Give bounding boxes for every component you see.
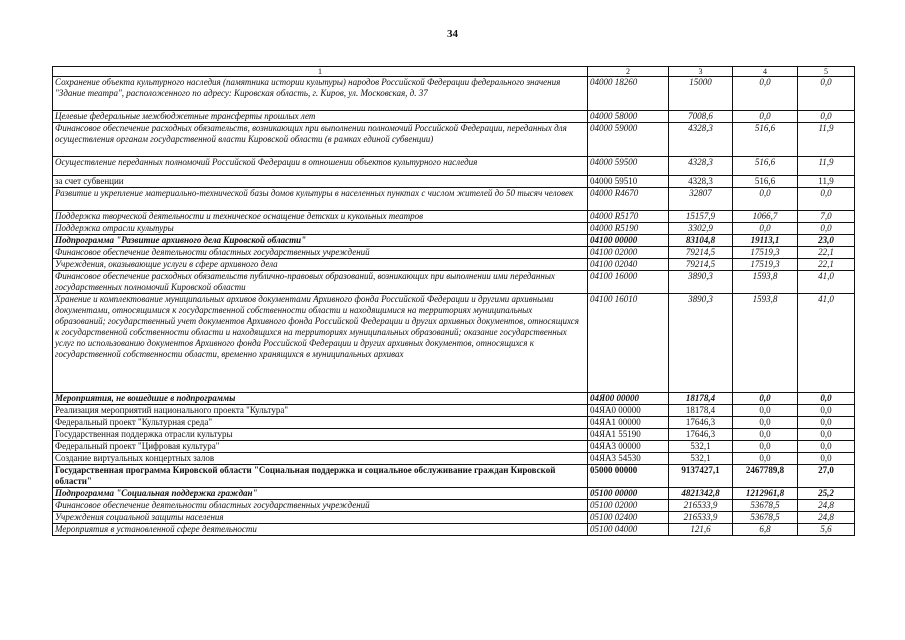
- row-code-cell: 04100 00000: [588, 235, 669, 247]
- row-code-cell: 04000 R5170: [588, 211, 669, 223]
- row-value-percent-cell: 0,0: [798, 111, 855, 123]
- row-value-plan-cell: 18178,4: [669, 393, 733, 405]
- row-value-plan-cell: 4328,3: [669, 176, 733, 188]
- row-value-percent-cell: 11,9: [798, 123, 855, 157]
- table-row: [53, 465, 855, 488]
- row-value-actual-cell: 53678,5: [733, 500, 798, 512]
- column-number-row: [53, 67, 855, 77]
- table-row: [53, 259, 855, 271]
- row-name-cell: Осуществление переданных полномочий Российской Федерации в отношении объектов культурного наследия: [53, 157, 588, 176]
- row-value-actual-cell: 0,0: [733, 441, 798, 453]
- row-value-percent-cell: 5,6: [798, 524, 855, 536]
- table-row: [53, 453, 855, 465]
- column-number: 1: [53, 67, 588, 77]
- row-value-actual-cell: 1212961,8: [733, 488, 798, 500]
- row-value-actual-cell: 0,0: [733, 223, 798, 235]
- row-name-cell: Финансовое обеспечение деятельности областных государственных учреждений: [53, 500, 588, 512]
- row-value-percent-cell: 0,0: [798, 77, 855, 111]
- table-row: [53, 176, 855, 188]
- row-value-percent-cell: 0,0: [798, 188, 855, 211]
- table-row: [53, 77, 855, 111]
- row-value-plan-cell: 3890,3: [669, 271, 733, 294]
- row-name-cell: Учреждения, оказывающие услуги в сфере архивного дела: [53, 259, 588, 271]
- table-row: [53, 223, 855, 235]
- row-value-actual-cell: 0,0: [733, 111, 798, 123]
- table-row: [53, 500, 855, 512]
- row-code-cell: 05100 02400: [588, 512, 669, 524]
- row-name-cell: Хранение и комплектование муниципальных архивов документами Архивного фонда Российской Федерации и другими архивными документами, относящимися к государственной собственности области и находящимися на территориях муниципальных образований; государственный учет документов Архивного фонда Российской Федерации и других архивных документов, относящихся к государственной собственности области и находящихся на территориях муниципальных образований; оказание государственных услуг по использованию документов Архивного фонда Российской Федерации и других архивных документов, относящихся к государственной собственности области, временно хранящихся в муниципальных архивах: [53, 294, 588, 393]
- row-value-actual-cell: 516,6: [733, 123, 798, 157]
- row-value-plan-cell: 4328,3: [669, 123, 733, 157]
- row-value-actual-cell: 0,0: [733, 77, 798, 111]
- table-row: [53, 211, 855, 223]
- table-row: [53, 393, 855, 405]
- row-code-cell: 04000 58000: [588, 111, 669, 123]
- row-value-percent-cell: 24,8: [798, 500, 855, 512]
- row-value-percent-cell: 0,0: [798, 453, 855, 465]
- row-value-percent-cell: 7,0: [798, 211, 855, 223]
- row-code-cell: 04ЯА3 54530: [588, 453, 669, 465]
- row-value-percent-cell: 11,9: [798, 157, 855, 176]
- row-code-cell: 05000 00000: [588, 465, 669, 488]
- row-value-plan-cell: 121,6: [669, 524, 733, 536]
- row-value-percent-cell: 25,2: [798, 488, 855, 500]
- row-name-cell: Реализация мероприятий национального проекта "Культура": [53, 405, 588, 417]
- table-row: [53, 417, 855, 429]
- row-value-plan-cell: 79214,5: [669, 259, 733, 271]
- row-code-cell: 04ЯА1 00000: [588, 417, 669, 429]
- row-value-actual-cell: 0,0: [733, 405, 798, 417]
- row-value-actual-cell: 53678,5: [733, 512, 798, 524]
- budget-table-body: [53, 67, 855, 536]
- column-number: 4: [733, 67, 798, 77]
- row-value-actual-cell: 0,0: [733, 429, 798, 441]
- row-value-actual-cell: 0,0: [733, 453, 798, 465]
- row-code-cell: 04100 02000: [588, 247, 669, 259]
- table-row: [53, 488, 855, 500]
- row-value-percent-cell: 22,1: [798, 247, 855, 259]
- row-value-plan-cell: 532,1: [669, 453, 733, 465]
- row-code-cell: 04000 R4670: [588, 188, 669, 211]
- column-number: 2: [588, 67, 669, 77]
- row-value-plan-cell: 7008,6: [669, 111, 733, 123]
- row-value-percent-cell: 0,0: [798, 429, 855, 441]
- row-value-percent-cell: 0,0: [798, 441, 855, 453]
- row-name-cell: Поддержка творческой деятельности и техническое оснащение детских и кукольных театров: [53, 211, 588, 223]
- row-value-plan-cell: 17646,3: [669, 417, 733, 429]
- row-name-cell: Финансовое обеспечение расходных обязательств публично-правовых образований, возникающих при выполнении ими переданных государственных полномочий Кировской области: [53, 271, 588, 294]
- row-code-cell: 04100 02040: [588, 259, 669, 271]
- page-number: 34: [447, 28, 458, 40]
- row-code-cell: 05100 02000: [588, 500, 669, 512]
- row-code-cell: 05100 04000: [588, 524, 669, 536]
- row-value-actual-cell: 17519,3: [733, 247, 798, 259]
- row-value-percent-cell: 27,0: [798, 465, 855, 488]
- row-name-cell: Мероприятия в установленной сфере деятельности: [53, 524, 588, 536]
- row-value-percent-cell: 0,0: [798, 417, 855, 429]
- table-row: [53, 235, 855, 247]
- row-name-cell: за счет субвенции: [53, 176, 588, 188]
- row-name-cell: Развитие и укрепление материально-технической базы домов культуры в населенных пунктах с числом жителей до 50 тысяч человек: [53, 188, 588, 211]
- table-row: [53, 123, 855, 157]
- row-value-plan-cell: 3302,9: [669, 223, 733, 235]
- row-value-percent-cell: 23,0: [798, 235, 855, 247]
- row-code-cell: 04Я00 00000: [588, 393, 669, 405]
- row-value-percent-cell: 0,0: [798, 393, 855, 405]
- row-value-actual-cell: 6,8: [733, 524, 798, 536]
- table-row: [53, 157, 855, 176]
- row-value-plan-cell: 79214,5: [669, 247, 733, 259]
- row-value-plan-cell: 532,1: [669, 441, 733, 453]
- row-name-cell: Федеральный проект "Цифровая культура": [53, 441, 588, 453]
- row-value-plan-cell: 83104,8: [669, 235, 733, 247]
- row-value-percent-cell: 0,0: [798, 405, 855, 417]
- table-row: [53, 247, 855, 259]
- table-row: [53, 524, 855, 536]
- row-value-plan-cell: 17646,3: [669, 429, 733, 441]
- row-value-plan-cell: 32807: [669, 188, 733, 211]
- row-value-plan-cell: 216533,9: [669, 500, 733, 512]
- row-value-percent-cell: 11,9: [798, 176, 855, 188]
- table-row: [53, 429, 855, 441]
- row-name-cell: Финансовое обеспечение деятельности областных государственных учреждений: [53, 247, 588, 259]
- row-value-plan-cell: 9137427,1: [669, 465, 733, 488]
- row-value-plan-cell: 15000: [669, 77, 733, 111]
- row-value-plan-cell: 4821342,8: [669, 488, 733, 500]
- row-name-cell: Подпрограмма "Развитие архивного дела Кировской области": [53, 235, 588, 247]
- row-name-cell: Подпрограмма "Социальная поддержка граждан": [53, 488, 588, 500]
- row-code-cell: 04100 16000: [588, 271, 669, 294]
- budget-table: [52, 66, 855, 536]
- column-number: 5: [798, 67, 855, 77]
- table-row: [53, 111, 855, 123]
- row-value-actual-cell: 0,0: [733, 188, 798, 211]
- table-row: [53, 441, 855, 453]
- row-name-cell: Сохранение объекта культурного наследия (памятника истории культуры) народов Российской Федерации федерального значения "Здание театра", расположенного по адресу: Кировская область, г. Киров, ул. Московская, д. 37: [53, 77, 588, 111]
- row-code-cell: 04000 18260: [588, 77, 669, 111]
- row-name-cell: Учреждения социальной защиты населения: [53, 512, 588, 524]
- row-value-actual-cell: 516,6: [733, 176, 798, 188]
- row-name-cell: Поддержка отрасли культуры: [53, 223, 588, 235]
- table-row: [53, 294, 855, 393]
- row-value-plan-cell: 3890,3: [669, 294, 733, 393]
- row-value-plan-cell: 15157,9: [669, 211, 733, 223]
- row-name-cell: Государственная программа Кировской области "Социальная поддержка и социальное обслуживание граждан Кировской области": [53, 465, 588, 488]
- row-value-actual-cell: 516,6: [733, 157, 798, 176]
- row-value-percent-cell: 0,0: [798, 223, 855, 235]
- row-value-actual-cell: 17519,3: [733, 259, 798, 271]
- row-value-actual-cell: 1593,8: [733, 271, 798, 294]
- table-row: [53, 188, 855, 211]
- row-name-cell: Государственная поддержка отрасли культуры: [53, 429, 588, 441]
- row-value-plan-cell: 216533,9: [669, 512, 733, 524]
- row-value-actual-cell: 0,0: [733, 417, 798, 429]
- table-row: [53, 271, 855, 294]
- row-value-actual-cell: 0,0: [733, 393, 798, 405]
- row-value-actual-cell: 19113,1: [733, 235, 798, 247]
- row-value-actual-cell: 2467789,8: [733, 465, 798, 488]
- row-code-cell: 04100 16010: [588, 294, 669, 393]
- row-value-actual-cell: 1066,7: [733, 211, 798, 223]
- table-row: [53, 512, 855, 524]
- row-name-cell: Финансовое обеспечение расходных обязательств, возникающих при выполнении полномочий Российской Федерации, переданных для осуществления органам государственной власти Кировской области (в рамках единой субвенции): [53, 123, 588, 157]
- row-code-cell: 04ЯА0 00000: [588, 405, 669, 417]
- column-number: 3: [669, 67, 733, 77]
- row-code-cell: 04000 59000: [588, 123, 669, 157]
- row-value-percent-cell: 22,1: [798, 259, 855, 271]
- table-row: [53, 405, 855, 417]
- row-name-cell: Мероприятия, не вошедшие в подпрограммы: [53, 393, 588, 405]
- row-code-cell: 04ЯА3 00000: [588, 441, 669, 453]
- row-code-cell: 05100 00000: [588, 488, 669, 500]
- row-value-actual-cell: 1593,8: [733, 294, 798, 393]
- row-value-percent-cell: 41,0: [798, 294, 855, 393]
- row-value-percent-cell: 24,8: [798, 512, 855, 524]
- row-name-cell: Федеральный проект "Культурная среда": [53, 417, 588, 429]
- row-value-plan-cell: 18178,4: [669, 405, 733, 417]
- row-name-cell: Целевые федеральные межбюджетные трансферты прошлых лет: [53, 111, 588, 123]
- row-name-cell: Создание виртуальных концертных залов: [53, 453, 588, 465]
- row-code-cell: 04000 59500: [588, 157, 669, 176]
- row-value-plan-cell: 4328,3: [669, 157, 733, 176]
- row-value-percent-cell: 41,0: [798, 271, 855, 294]
- row-code-cell: 04000 R5190: [588, 223, 669, 235]
- row-code-cell: 04ЯА1 55190: [588, 429, 669, 441]
- row-code-cell: 04000 59510: [588, 176, 669, 188]
